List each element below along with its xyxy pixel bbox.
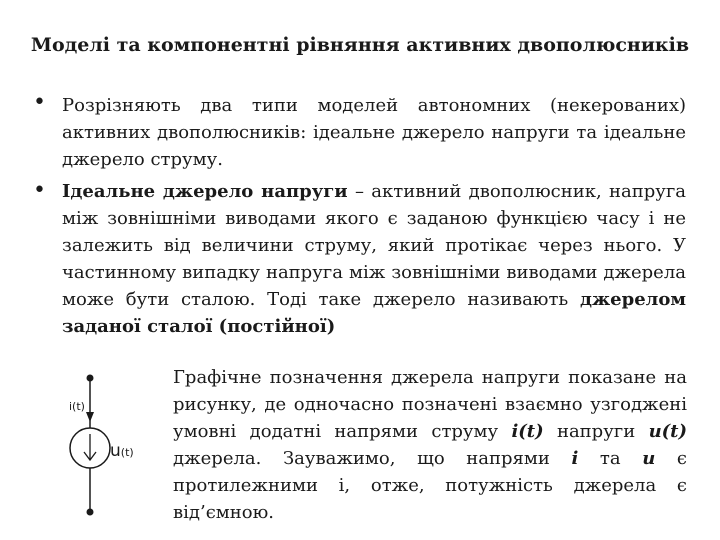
bullet-marker: • (33, 178, 46, 203)
voltage-symbol: u(t) (648, 421, 687, 442)
page-title: Моделі та компонентні рівняння активних двополюсників (30, 34, 690, 56)
current-arrow-icon (86, 412, 94, 422)
current-label: i(t) (69, 400, 85, 413)
terminal-bottom (87, 509, 94, 516)
term-constant-source: джерелом заданої сталої (постійної) (62, 289, 686, 337)
voltage-label-main: u (110, 441, 121, 461)
text-run: є протилежними і, отже, потужність джерела є від’ємною. (173, 448, 687, 523)
voltage-label-arg: (t) (120, 446, 134, 459)
text-run: джерела. Зауважимо, що напрями (173, 448, 572, 469)
term-voltage-source: Ідеальне джерело напруги (62, 181, 348, 202)
paragraph-bullet-1: Розрізняють два типи моделей автономних (некерованих) активних двополюсників: ідеальне джерело напруги та ідеальне джерело струму. (62, 95, 686, 170)
text-run: Графічне позначення джерела напруги показане на рисунку, де одночасно позначені взаємно узгоджені умовні додатні напрями струму (173, 367, 687, 442)
current-symbol-short: i (571, 448, 579, 469)
definition-text: – активний двополюсник, напруга між зовнішніми виводами якого є заданою функцією часу і не залежить від величини струму, який протікає через нього. У частинному випадку напруга між зовнішніми виводами джерела може бути сталою. Тоді таке джерело називають (62, 181, 686, 310)
bullet-marker: • (33, 90, 46, 115)
text-run: напруги (543, 421, 649, 442)
paragraph-bullet-2 (62, 178, 686, 340)
current-symbol: i(t) (511, 421, 544, 442)
text-run: та (578, 448, 643, 469)
voltage-source-symbol-figure (60, 370, 150, 520)
voltage-symbol-short: u (642, 448, 656, 469)
paragraph-figure-description (173, 364, 687, 526)
voltage-label (110, 441, 134, 461)
